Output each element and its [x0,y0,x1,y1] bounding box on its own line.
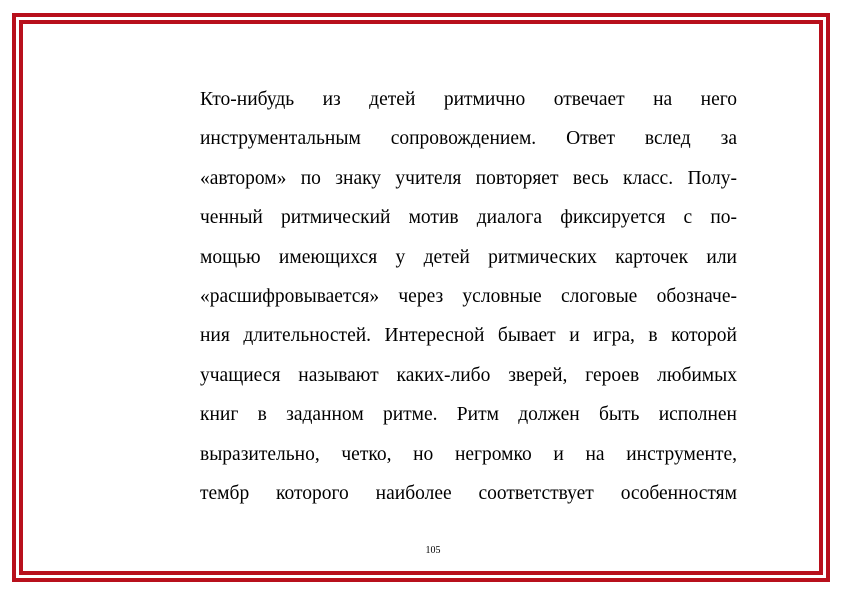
text-line: выразительно, четко, но негромко и на инструменте, [200,443,737,465]
text-line: книг в заданном ритме. Ритм должен быть исполнен [200,404,737,426]
text-line: Кто-нибудь из детей ритмично отвечает на него [200,89,737,110]
text-line: тембр которого наиболее соответствует особенностям [200,482,737,504]
text-line: ченный ритмический мотив диалога фиксируется с по- [200,207,737,229]
text-line: ния длительностей. Интересной бывает и игра, в которой [200,325,737,347]
text-line: мощью имеющихся у детей ритмических карточек или [200,246,737,268]
body-text [200,86,737,519]
page-number: 105 [425,545,441,556]
text-line: учащиеся называют каких-либо зверей, героев любимых [200,364,737,386]
text-line: «расшифровывается» через условные слоговые обозначе- [200,285,737,307]
text-line: «автором» по знаку учителя повторяет весь класс. Полу- [200,167,737,189]
text-line: инструментальным сопровождением. Ответ вслед за [200,128,737,150]
